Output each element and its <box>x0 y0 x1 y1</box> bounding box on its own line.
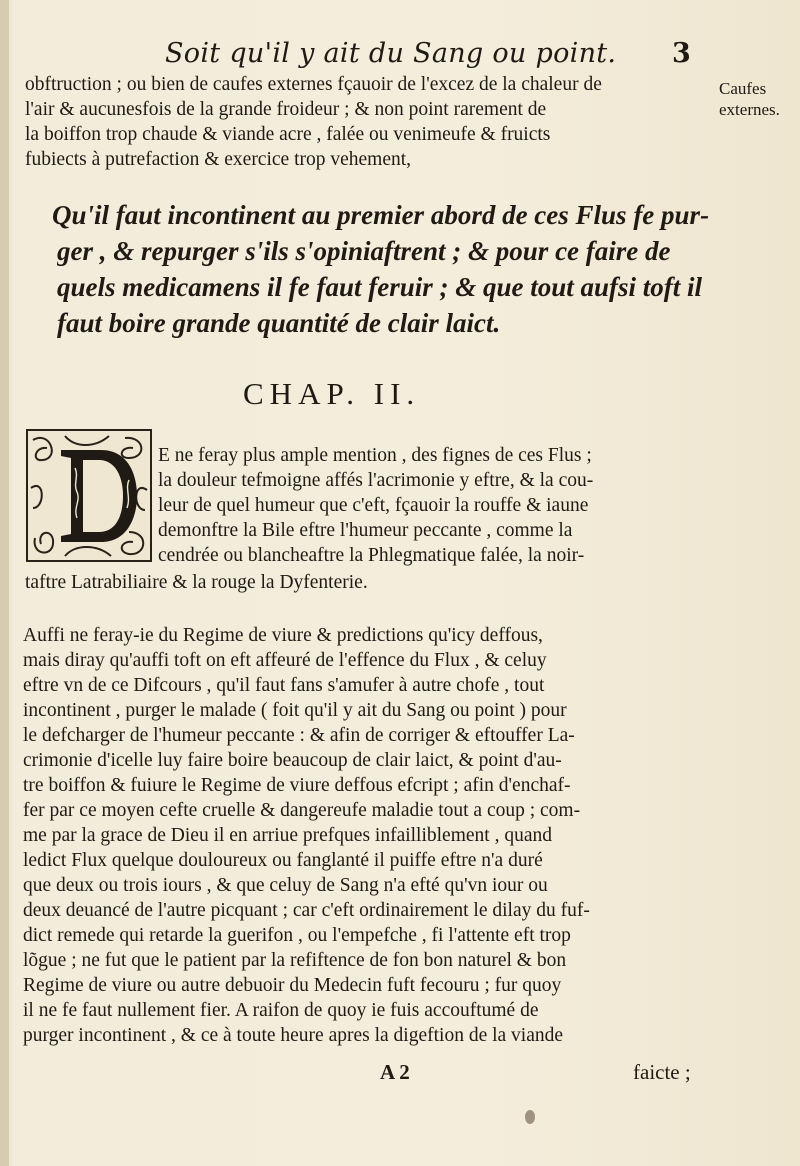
page-gutter <box>0 0 9 1166</box>
chapter-title: CHAP. II. <box>243 376 421 411</box>
catchword: faicte ; <box>633 1060 691 1084</box>
text-line: Regime de viure ou autre debuoir du Medecin fuft fecouru ; fur quoy <box>23 975 562 996</box>
signature-mark: A 2 <box>380 1060 410 1084</box>
text-line: me par la grace de Dieu il en arriue prefques infailliblement , quand <box>23 825 552 846</box>
text-line: mais diray qu'auffi toft on eft affeuré de l'effence du Flux , & celuy <box>23 650 547 671</box>
margin-note-line: Caufes <box>719 79 767 98</box>
heading-line: quels medicamens il fe faut feruir ; & que tout aufsi toft il <box>57 272 703 302</box>
text-line: la boiffon trop chaude & viande acre , falée ou venimeufe & fruicts <box>25 124 551 145</box>
text-line: Auffi ne feray-ie du Regime de viure & predictions qu'icy deffous, <box>23 625 543 646</box>
heading-line: faut boire grande quantité de clair laict. <box>57 308 501 338</box>
section-heading <box>52 197 717 341</box>
decorated-initial <box>25 428 153 563</box>
text-line: deux deuancé de l'autre picquant ; car c'eft ordinairement le dilay du fuf- <box>23 900 590 921</box>
text-line: taftre Latrabiliaire & la rouge la Dyfenterie. <box>25 572 368 593</box>
page-number: 3 <box>672 38 691 69</box>
dropcap-paragraph <box>158 443 718 568</box>
text-line: leur de quel humeur que c'eft, fçauoir la rouffe & iaune <box>158 495 589 516</box>
body-paragraph <box>23 623 713 1048</box>
heading-line: ger , & repurger s'ils s'opiniaftrent ; & pour ce faire de <box>57 236 671 266</box>
text-line: purger incontinent , & ce à toute heure apres la digeftion de la viande <box>23 1025 564 1046</box>
text-line: dict remede qui retarde la guerifon , ou l'empefche , fi l'attente eft trop <box>23 925 571 946</box>
heading-line: Qu'il faut incontinent au premier abord de ces Flus fe pur- <box>52 200 710 230</box>
text-line: la douleur tefmoigne affés l'acrimonie y eftre, & la cou- <box>158 470 594 491</box>
text-line: lõgue ; ne fut que le patient par la refiftence de fon bon naturel & bon <box>23 950 567 971</box>
margin-note <box>719 78 795 120</box>
text-line: il ne fe faut nullement fier. A raifon de quoy ie fuis accouftumé de <box>23 1000 539 1021</box>
text-line: obftruction ; ou bien de caufes externes fçauoir de l'excez de la chaleur de <box>25 74 602 95</box>
text-line: que deux ou trois iours , & que celuy de Sang n'a efté qu'vn iour ou <box>23 875 548 896</box>
text-line: E ne feray plus ample mention , des fignes de ces Flus ; <box>158 445 592 466</box>
margin-note-line: externes. <box>719 100 780 119</box>
ink-spot <box>525 1110 535 1124</box>
intro-paragraph <box>25 72 705 172</box>
page-header <box>0 38 800 74</box>
text-line: tre boiffon & fuiure le Regime de viure deffous efcript ; afin d'enchaf- <box>23 775 571 796</box>
running-title: Soit qu'il y ait du Sang ou point. <box>165 38 617 69</box>
text-line: cendrée ou blancheaftre la Phlegmatique falée, la noir- <box>158 545 585 566</box>
text-line: crimonie d'icelle luy faire boire beaucoup de clair laict, & point d'au- <box>23 750 562 771</box>
text-line: fubiects à putrefaction & exercice trop vehement, <box>25 149 412 170</box>
text-line: l'air & aucunesfois de la grande froideur ; & non point rarement de <box>25 99 547 120</box>
text-line: ledict Flux quelque douloureux ou fanglanté il puiffe eftre n'a duré <box>23 850 543 871</box>
text-line: le defcharger de l'humeur peccante : & afin de corriger & eftouffer La- <box>23 725 575 746</box>
text-line: eftre vn de ce Difcours , qu'il faut fans s'amufer à autre chofe , tout <box>23 675 545 696</box>
text-line: demonftre la Bile eftre l'humeur peccante , comme la <box>158 520 573 541</box>
text-line: incontinent , purger le malade ( foit qu'il y ait du Sang ou point ) pour <box>23 700 567 721</box>
dropcap-paragraph-end <box>25 570 715 595</box>
text-line: fer par ce moyen cefte cruelle & dangereufe maladie tout a coup ; com- <box>23 800 581 821</box>
ornament-initial-image <box>25 428 153 563</box>
